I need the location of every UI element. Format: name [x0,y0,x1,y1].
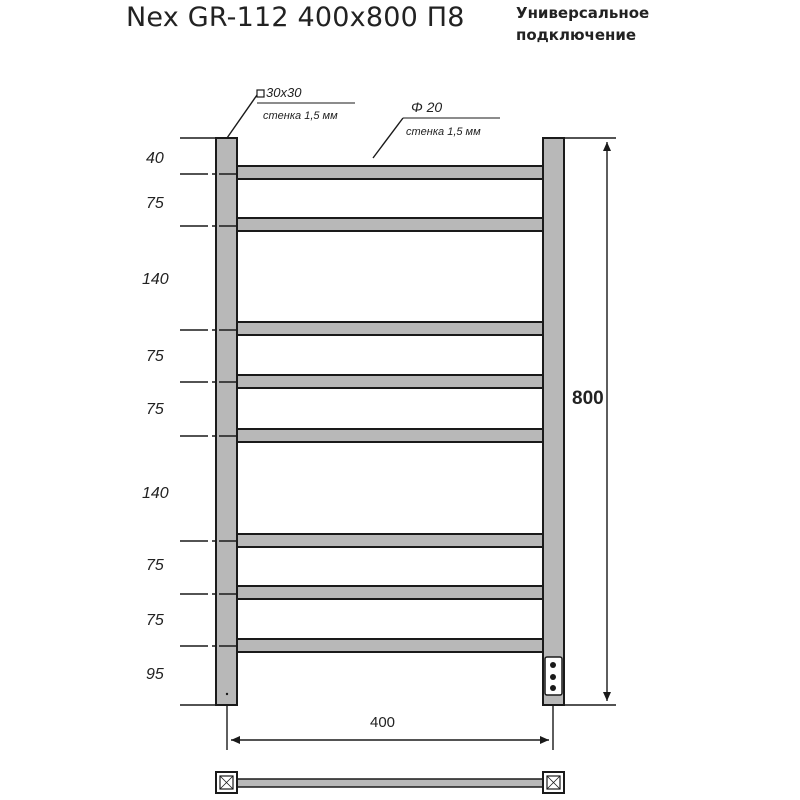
spacing-label-3: 140 [142,271,169,288]
top-view-right-post [543,772,564,793]
rung-6 [237,534,543,547]
profile-size-label: 30x30 [266,85,302,100]
spacing-label-6: 140 [142,485,169,502]
rung-4 [237,375,543,388]
height-dimension [564,138,616,705]
rung-8 [237,639,543,652]
width-label: 400 [370,714,396,731]
rungs [237,166,543,652]
rung-2 [237,218,543,231]
right-profile [543,138,564,705]
height-label: 800 [572,388,604,409]
top-view-left-post [216,772,237,793]
spacing-label-1: 40 [146,150,164,167]
spacing-label-9: 95 [146,666,164,683]
spacing-label-7: 75 [146,557,164,574]
rung-wall-label: стенка 1,5 мм [406,126,481,138]
spacing-label-5: 75 [146,401,164,418]
connection-type-line1: Универсальное [516,4,650,22]
connection-type-line2: подключение [516,26,637,44]
rung-1 [237,166,543,179]
spacing-labels [142,150,169,683]
rung-3 [237,322,543,335]
profile-wall-label: стенка 1,5 мм [263,110,338,122]
profile-callout [227,85,355,138]
rung-5 [237,429,543,442]
top-view [216,772,564,793]
spacing-label-8: 75 [146,612,164,629]
rung-diameter-label: Φ 20 [411,99,443,115]
square-profile-icon [257,90,264,97]
left-profile [216,138,237,705]
spacing-label-4: 75 [146,348,164,365]
product-title: Nex GR-112 400x800 П8 [126,2,465,33]
rung-callout [373,99,500,158]
rung-7 [237,586,543,599]
spacing-label-2: 75 [146,195,164,212]
